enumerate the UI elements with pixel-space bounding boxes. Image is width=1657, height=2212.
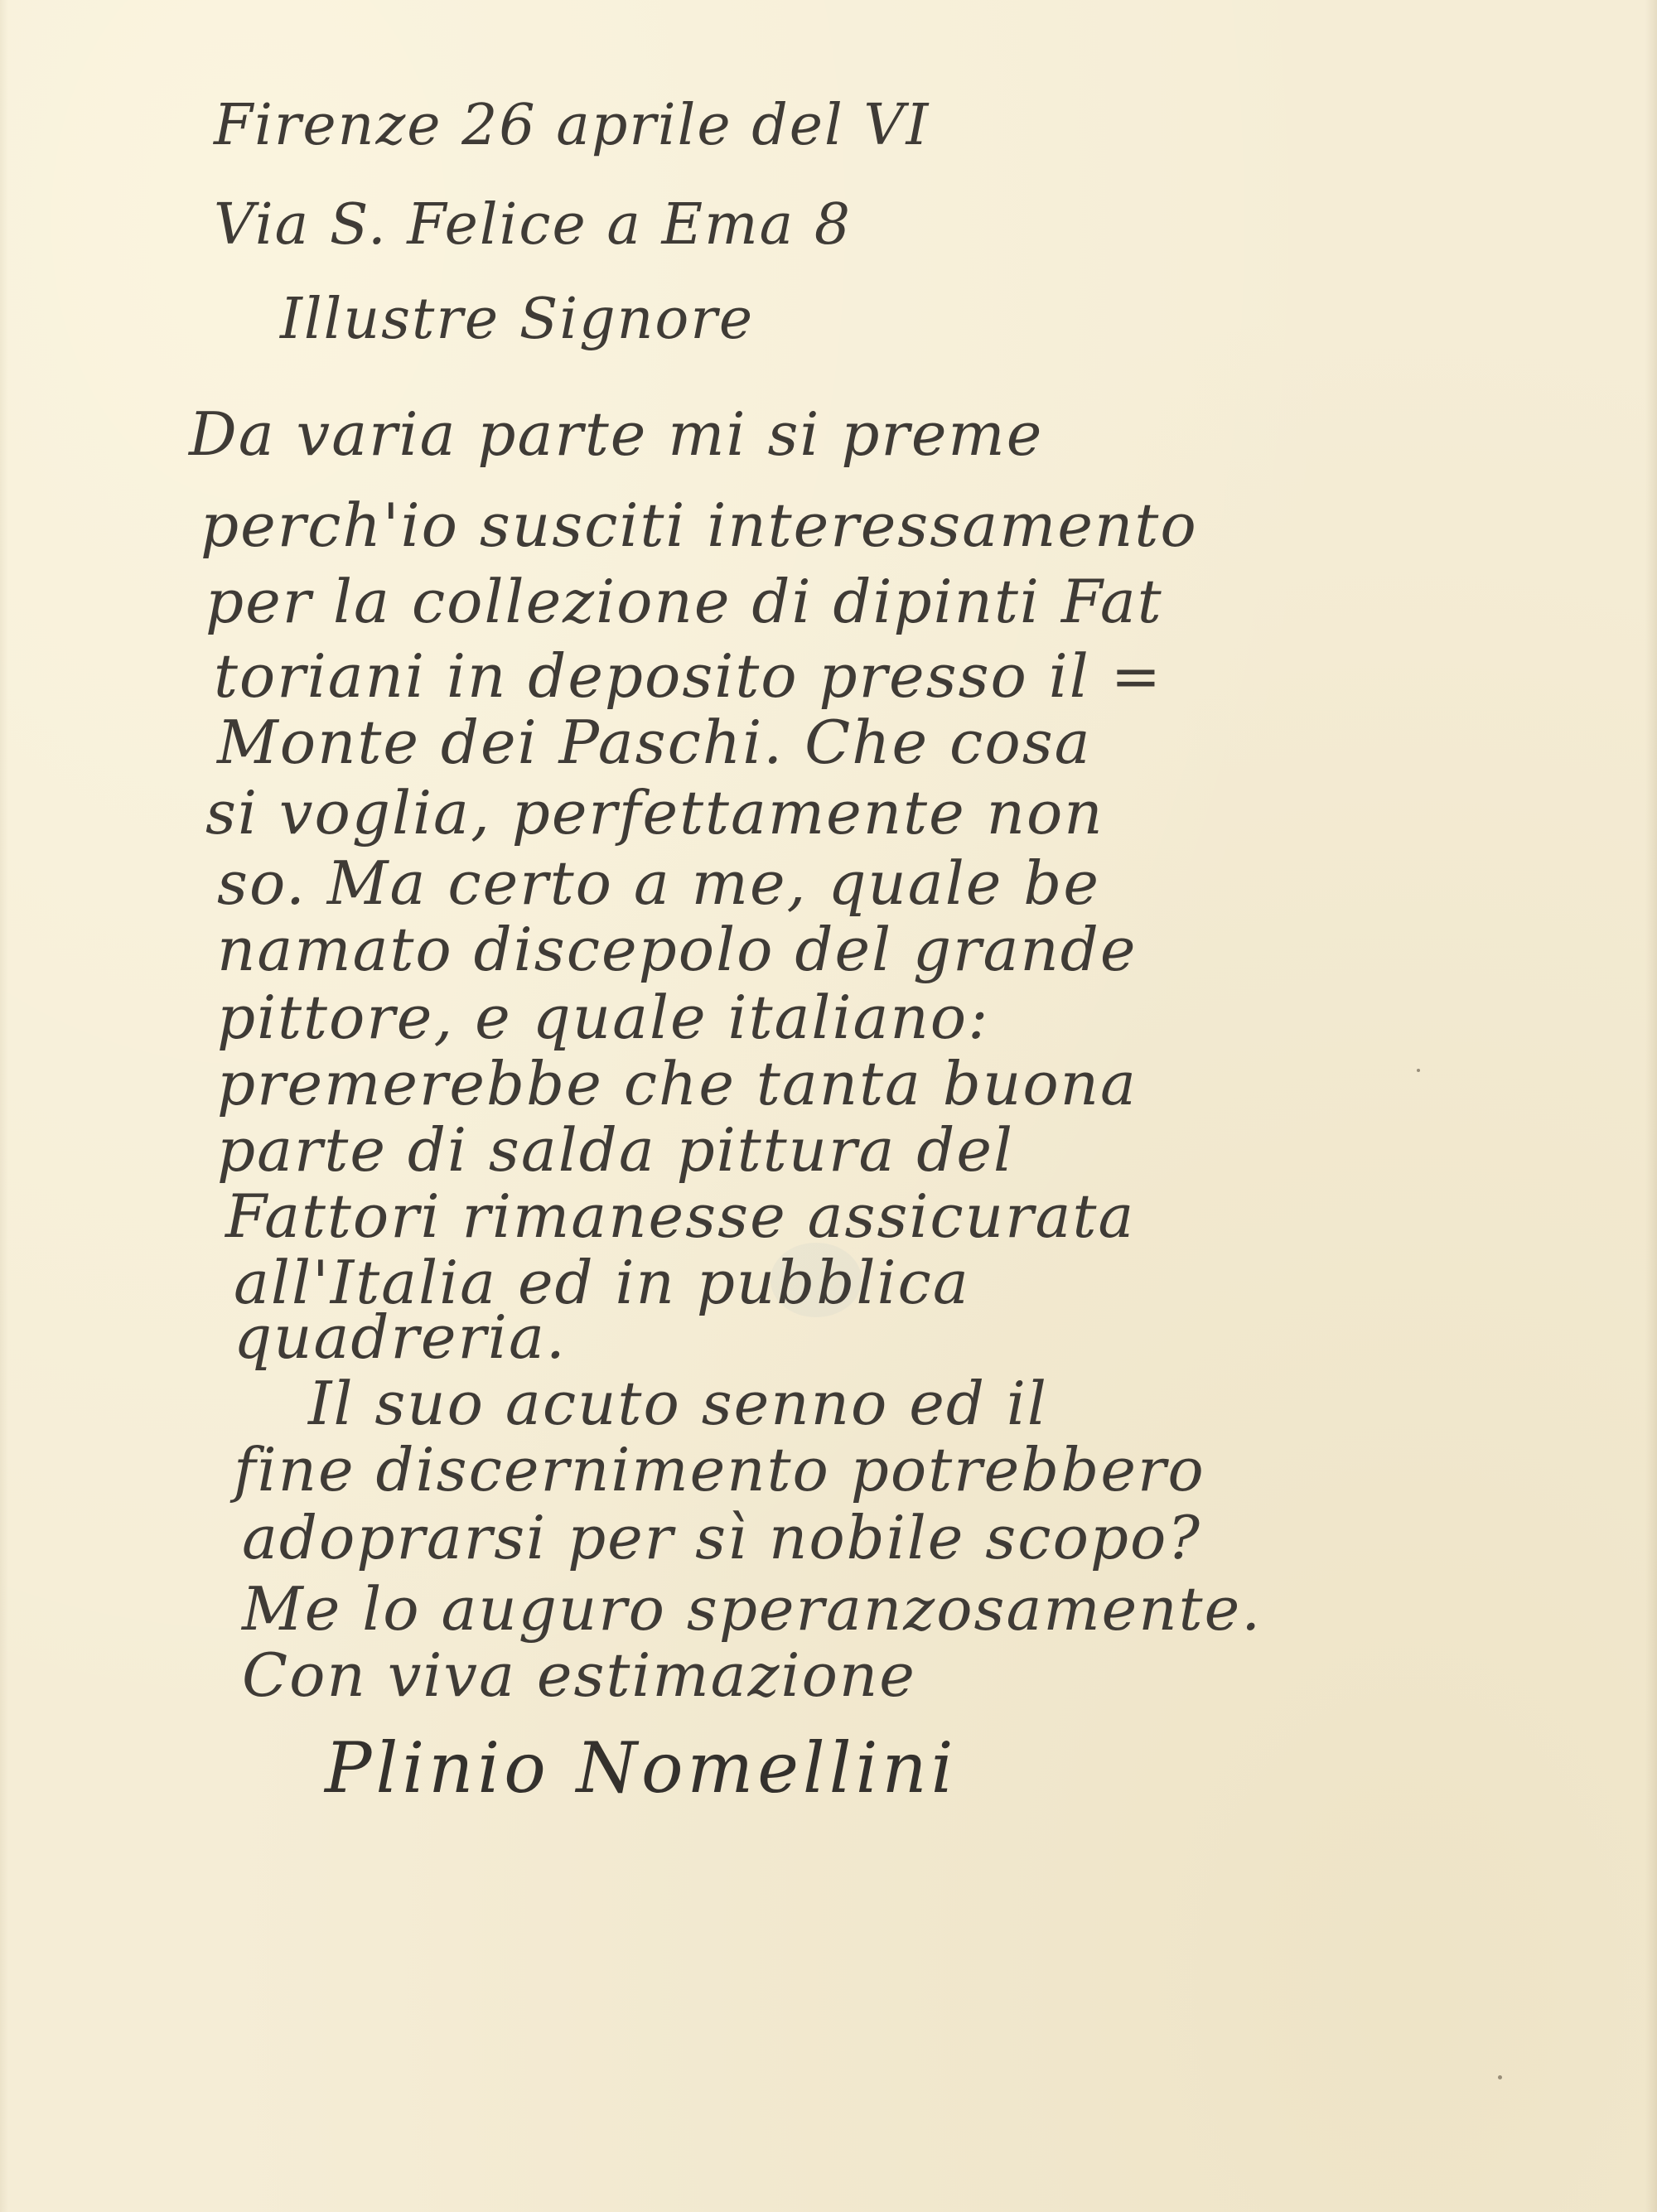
sender-address: Via S. Felice a Ema 8 (214, 192, 853, 258)
body-line: perch'io susciti interessamento (200, 490, 1198, 560)
paper-edge-right (1645, 0, 1657, 2212)
body-line: Fattori rimanesse assicurata (225, 1181, 1136, 1251)
body-line: so. Ma certo a me, quale be (217, 848, 1100, 918)
body-line: si voglia, perfettamente non (205, 778, 1104, 848)
body-line: Me lo auguro speranzosamente. (242, 1574, 1263, 1644)
body-line: premerebbe che tanta buona (217, 1049, 1138, 1118)
place-date: Firenze 26 aprile del VI (214, 93, 930, 158)
body-line: toriani in deposito presso il = (214, 641, 1163, 711)
body-line: pittore, e quale italiano: (217, 983, 990, 1052)
ink-speck (1417, 1069, 1420, 1072)
body-line: quadreria. (234, 1302, 567, 1372)
body-line: Il suo acuto senno ed il (308, 1369, 1048, 1438)
body-line: namato discepolo del grande (217, 915, 1138, 984)
ink-speck (1498, 2075, 1502, 2079)
salutation: Illustre Signore (280, 287, 755, 352)
body-line: Da varia parte mi si preme (189, 399, 1044, 469)
body-line: Monte dei Paschi. Che cosa (217, 708, 1092, 777)
body-line: Con viva estimazione (242, 1640, 916, 1710)
body-line: parte di salda pittura del (217, 1115, 1014, 1185)
body-line: adoprarsi per sì nobile scopo? (242, 1503, 1201, 1572)
signature: Plinio Nomellini (325, 1727, 958, 1809)
body-line: fine discernimento potrebbero (234, 1435, 1205, 1504)
paper-edge-left (0, 0, 8, 2212)
body-line: all'Italia ed in pubblica (234, 1248, 970, 1317)
body-line: per la collezione di dipinti Fat (205, 567, 1163, 636)
